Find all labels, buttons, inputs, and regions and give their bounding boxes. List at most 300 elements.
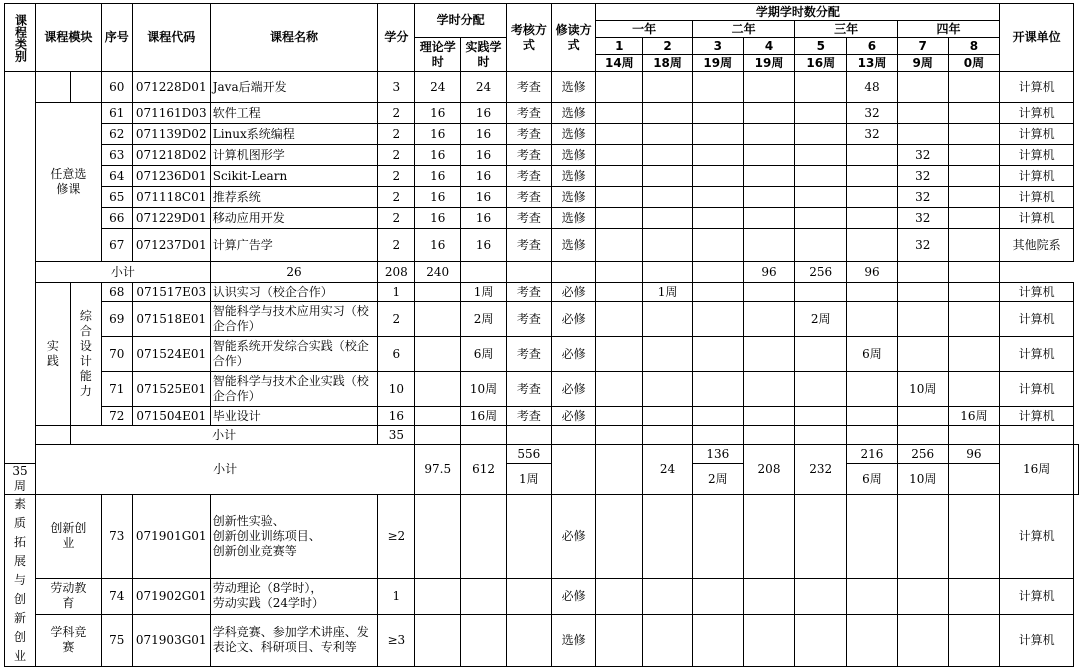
semester-cell [948,72,1000,103]
semester-cell [743,103,795,124]
semester-cell: 32 [897,187,948,208]
header-seq: 序号 [101,4,132,72]
subtotal-blank [461,262,507,283]
semester-cell: 32 [897,229,948,262]
total-blank [1074,445,1079,495]
header-semester: 7 [897,38,948,55]
unit-cell: 计算机 [1000,283,1074,302]
study-mode-cell: 选修 [551,145,596,166]
semester-cell [692,495,743,579]
semester-cell [948,283,1000,302]
subtotal-semester [551,262,596,283]
subtotal-blank [847,426,898,445]
study-mode-cell: 必修 [551,302,596,337]
semester-cell [795,208,847,229]
study-mode-cell: 选修 [551,166,596,187]
theory-hours-cell: 16 [415,229,461,262]
practice-hours-cell: 16 [461,166,507,187]
semester-cell [897,283,948,302]
semester-cell [596,614,643,666]
semester-cell [948,578,1000,614]
semester-cell [692,72,743,103]
header-semester-dist: 学期学时数分配 [596,4,1000,21]
module-comprehensive: 综合设计能力 [70,283,101,426]
credit-cell: 1 [378,283,415,302]
subtotal-theory: 208 [378,262,415,283]
unit-cell: 计算机 [1000,495,1074,579]
credit-cell: 2 [378,166,415,187]
total-sem-5-weeks: 2周 [692,464,743,495]
course-name-cell: 智能科学与技术应用实习（校企合作） [210,302,378,337]
credit-cell: 2 [378,302,415,337]
code-cell: 071517E03 [132,283,210,302]
course-name-cell: 创新性实验、 创新创业训练项目、 创新创业竞赛等 [210,495,378,579]
module-innovation: 创新创业 [35,495,101,579]
course-name-cell: 毕业设计 [210,407,378,426]
subtotal-semester [596,262,643,283]
seq-cell: 73 [101,495,132,579]
semester-cell [948,337,1000,372]
code-cell: 071525E01 [132,372,210,407]
semester-cell [743,372,795,407]
semester-cell [847,166,898,187]
semester-cell [643,145,693,166]
semester-cell [643,302,693,337]
header-year-4: 四年 [897,21,999,38]
code-cell: 071504E01 [132,407,210,426]
semester-cell: 2周 [795,302,847,337]
semester-cell [596,337,643,372]
theory-hours-cell: 16 [415,187,461,208]
subtotal-label: 小计 [70,426,378,445]
header-weeks: 9周 [897,55,948,72]
semester-cell: 32 [897,145,948,166]
code-cell: 071229D01 [132,208,210,229]
semester-cell [692,208,743,229]
study-mode-cell: 选修 [551,187,596,208]
practice-hours-cell: 16周 [461,407,507,426]
semester-cell [948,302,1000,337]
semester-cell [743,283,795,302]
semester-cell [847,229,898,262]
semester-cell [948,614,1000,666]
theory-hours-cell [415,495,461,579]
practice-hours-cell [461,578,507,614]
semester-cell [643,614,693,666]
course-name-cell: 认识实习（校企合作） [210,283,378,302]
semester-cell [643,187,693,208]
seq-cell: 75 [101,614,132,666]
header-weeks: 0周 [948,55,1000,72]
semester-cell [643,407,693,426]
semester-cell: 1周 [643,283,693,302]
study-mode-cell: 必修 [551,372,596,407]
semester-cell [643,208,693,229]
total-sem-2-weeks: 1周 [506,464,551,495]
unit-cell: 计算机 [1000,337,1074,372]
theory-hours-cell: 16 [415,145,461,166]
total-theory: 612 [461,445,507,495]
seq-cell: 60 [101,72,132,103]
semester-cell [743,229,795,262]
code-cell: 071902G01 [132,578,210,614]
semester-cell [596,229,643,262]
semester-cell [692,372,743,407]
theory-hours-cell [415,407,461,426]
practice-hours-cell: 1周 [461,283,507,302]
theory-hours-cell [415,302,461,337]
course-name-cell: Java后端开发 [210,72,378,103]
study-mode-cell: 必修 [551,578,596,614]
course-name-cell: 智能科学与技术企业实践（校企合作） [210,372,378,407]
unit-cell: 计算机 [1000,578,1074,614]
subtotal-semester: 96 [847,262,898,283]
semester-cell [743,166,795,187]
header-assess: 考核方式 [506,4,551,72]
subtotal-semester: 256 [795,262,847,283]
semester-cell [643,72,693,103]
header-category: 课程类别 [5,4,36,72]
semester-cell [897,72,948,103]
study-mode-cell: 选修 [551,72,596,103]
semester-cell [897,124,948,145]
semester-cell [847,208,898,229]
assess-cell: 考查 [506,166,551,187]
semester-cell [643,578,693,614]
study-mode-cell: 必修 [551,495,596,579]
semester-cell [692,337,743,372]
unit-cell: 计算机 [1000,72,1074,103]
semester-cell [897,578,948,614]
subtotal-blank [743,426,795,445]
total-sem-6-weeks: 6周 [847,464,898,495]
assess-cell: 考查 [506,283,551,302]
semester-cell [847,283,898,302]
header-theory: 理论学时 [415,38,461,72]
practice-hours-cell: 10周 [461,372,507,407]
theory-hours-cell: 16 [415,166,461,187]
theory-hours-cell: 16 [415,208,461,229]
subtotal-label: 小计 [35,262,210,283]
header-name: 课程名称 [210,4,378,72]
code-cell: 071161D03 [132,103,210,124]
total-credit: 97.5 [415,445,461,495]
subtotal-semester [897,262,948,283]
semester-cell [795,614,847,666]
semester-cell [692,407,743,426]
subtotal-blank [948,426,1000,445]
subtotal-semester [643,262,693,283]
seq-cell: 61 [101,103,132,124]
semester-cell: 10周 [897,372,948,407]
semester-cell [692,229,743,262]
semester-cell [596,187,643,208]
seq-cell: 70 [101,337,132,372]
theory-hours-cell [415,337,461,372]
header-hours-dist: 学时分配 [415,4,507,38]
semester-cell [743,614,795,666]
seq-cell: 74 [101,578,132,614]
header-module: 课程模块 [35,4,101,72]
semester-cell [643,337,693,372]
course-name-cell: 计算机图形学 [210,145,378,166]
practice-hours-cell: 16 [461,208,507,229]
code-cell: 071139D02 [132,124,210,145]
semester-cell: 32 [897,208,948,229]
code-cell: 071524E01 [132,337,210,372]
semester-cell: 48 [847,72,898,103]
module-cell-blank [70,72,101,103]
semester-cell [692,166,743,187]
total-sem-3: 208 [743,445,795,495]
course-name-cell: 智能系统开发综合实践（校企合作） [210,337,378,372]
semester-cell [596,124,643,145]
course-name-cell: 计算广告学 [210,229,378,262]
code-cell: 071901G01 [132,495,210,579]
subtotal-blank [643,426,693,445]
unit-cell: 计算机 [1000,372,1074,407]
semester-cell [948,208,1000,229]
assess-cell: 考查 [506,145,551,166]
practice-hours-cell: 24 [461,72,507,103]
semester-cell [596,145,643,166]
semester-cell [948,495,1000,579]
seq-cell: 67 [101,229,132,262]
semester-cell [743,187,795,208]
total-sem-4: 232 [795,445,847,495]
semester-cell [795,145,847,166]
subtotal-blank [506,262,551,283]
code-cell: 071237D01 [132,229,210,262]
module-practice: 实践 [35,283,70,426]
header-year-2: 二年 [692,21,794,38]
semester-cell [743,124,795,145]
semester-cell [847,407,898,426]
semester-cell [743,495,795,579]
semester-cell [795,578,847,614]
subtotal-blank [795,426,847,445]
course-name-cell: 推荐系统 [210,187,378,208]
semester-cell [643,229,693,262]
study-mode-cell: 必修 [551,283,596,302]
practice-hours-cell: 16 [461,229,507,262]
credit-cell: 2 [378,187,415,208]
code-cell: 071218D02 [132,145,210,166]
semester-cell [795,72,847,103]
header-weeks: 13周 [847,55,898,72]
semester-cell [692,124,743,145]
semester-cell [795,229,847,262]
unit-cell: 计算机 [1000,145,1074,166]
header-semester: 2 [643,38,693,55]
code-cell: 071236D01 [132,166,210,187]
semester-cell [596,166,643,187]
unit-cell: 计算机 [1000,124,1074,145]
total-blank [551,445,596,495]
semester-cell [643,124,693,145]
subtotal-blank [948,262,1000,283]
header-year-3: 三年 [795,21,897,38]
semester-cell: 32 [847,124,898,145]
semester-cell [897,103,948,124]
semester-cell [743,72,795,103]
unit-cell: 计算机 [1000,614,1074,666]
semester-cell [692,103,743,124]
semester-cell [847,302,898,337]
total-sem-1: 24 [643,445,693,495]
seq-cell: 63 [101,145,132,166]
unit-cell: 计算机 [1000,166,1074,187]
semester-cell [643,166,693,187]
practice-hours-cell: 6周 [461,337,507,372]
module-labor: 劳动教育 [35,578,101,614]
unit-cell: 计算机 [1000,103,1074,124]
seq-cell: 64 [101,166,132,187]
semester-cell [596,372,643,407]
semester-cell [847,495,898,579]
semester-cell [643,495,693,579]
header-year-1: 一年 [596,21,692,38]
header-weeks: 16周 [795,55,847,72]
header-semester: 5 [795,38,847,55]
assess-cell: 考查 [506,124,551,145]
code-cell: 071228D01 [132,72,210,103]
semester-cell [743,208,795,229]
subtotal-blank [415,426,461,445]
subtotal-blank [596,426,643,445]
semester-cell [847,145,898,166]
study-mode-cell: 选修 [551,229,596,262]
subtotal-blank [461,426,507,445]
study-mode-cell: 选修 [551,208,596,229]
semester-cell [692,283,743,302]
practice-hours-cell: 16 [461,187,507,208]
assess-cell [506,614,551,666]
header-study: 修读方式 [551,4,596,72]
header-weeks: 18周 [643,55,693,72]
header-semester: 8 [948,38,1000,55]
assess-cell: 考查 [506,208,551,229]
unit-cell: 计算机 [1000,208,1074,229]
category-quality: 素质拓展与创新创业 [5,495,36,667]
seq-cell: 71 [101,372,132,407]
semester-cell: 6周 [847,337,898,372]
theory-hours-cell [415,578,461,614]
subtotal-credit: 35 [378,426,415,445]
semester-cell [897,495,948,579]
practice-hours-cell: 16 [461,124,507,145]
practice-hours-cell: 16 [461,145,507,166]
unit-cell: 其他院系 [1000,229,1074,262]
credit-cell: ≥3 [378,614,415,666]
theory-hours-cell [415,614,461,666]
unit-cell: 计算机 [1000,302,1074,337]
semester-cell: 32 [847,103,898,124]
total-sem-5-hours: 216 [847,445,898,464]
assess-cell: 考查 [506,372,551,407]
header-semester: 6 [847,38,898,55]
semester-cell [643,103,693,124]
subtotal-blank [692,426,743,445]
semester-cell [897,614,948,666]
semester-cell [692,578,743,614]
semester-cell [692,145,743,166]
subtotal-blank [551,426,596,445]
unit-cell: 计算机 [1000,187,1074,208]
semester-cell: 16周 [948,407,1000,426]
semester-cell [795,166,847,187]
semester-cell [795,187,847,208]
seq-cell: 68 [101,283,132,302]
semester-cell [897,337,948,372]
header-semester: 1 [596,38,643,55]
assess-cell: 考查 [506,103,551,124]
study-mode-cell: 选修 [551,103,596,124]
subtotal-blank [897,426,948,445]
practice-hours-cell [461,495,507,579]
total-practice-weeks: 35周 [5,464,36,495]
semester-cell [847,372,898,407]
semester-cell [743,578,795,614]
semester-cell [596,72,643,103]
semester-cell [948,145,1000,166]
total-sem-7-weeks: 10周 [897,464,948,495]
header-semester: 3 [692,38,743,55]
total-sem-8: 16周 [1000,445,1074,495]
semester-cell [743,302,795,337]
total-blank [596,445,643,495]
semester-cell [948,372,1000,407]
semester-cell [692,302,743,337]
semester-cell [948,103,1000,124]
credit-cell: 3 [378,72,415,103]
assess-cell: 考查 [506,229,551,262]
semester-cell [596,495,643,579]
semester-cell [897,407,948,426]
assess-cell [506,578,551,614]
semester-cell [596,407,643,426]
subtotal-credit: 26 [210,262,378,283]
code-cell: 071518E01 [132,302,210,337]
semester-cell [948,229,1000,262]
semester-cell [596,302,643,337]
study-mode-cell: 必修 [551,407,596,426]
header-weeks: 19周 [743,55,795,72]
course-name-cell: Linux系统编程 [210,124,378,145]
total-sem-2-hours: 136 [692,445,743,464]
course-schedule-table [4,3,1079,667]
course-name-cell: 劳动理论（8学时）， 劳动实践（24学时） [210,578,378,614]
credit-cell: 10 [378,372,415,407]
course-name-cell: 学科竞赛、参加学术讲座、发表论文、科研项目、专利等 [210,614,378,666]
practice-hours-cell [461,614,507,666]
module-elective: 任意选修课 [35,103,101,262]
semester-cell [847,614,898,666]
category-cell-blank [5,72,36,464]
assess-cell: 考查 [506,187,551,208]
semester-cell [847,578,898,614]
practice-hours-cell: 2周 [461,302,507,337]
credit-cell: 2 [378,145,415,166]
total-sem-7-hours: 96 [948,445,1000,464]
header-unit: 开课单位 [1000,4,1074,72]
semester-cell [795,407,847,426]
credit-cell: ≥2 [378,495,415,579]
theory-hours-cell [415,283,461,302]
subtotal-semester [692,262,743,283]
subtotal-practice: 240 [415,262,461,283]
credit-cell: 2 [378,208,415,229]
